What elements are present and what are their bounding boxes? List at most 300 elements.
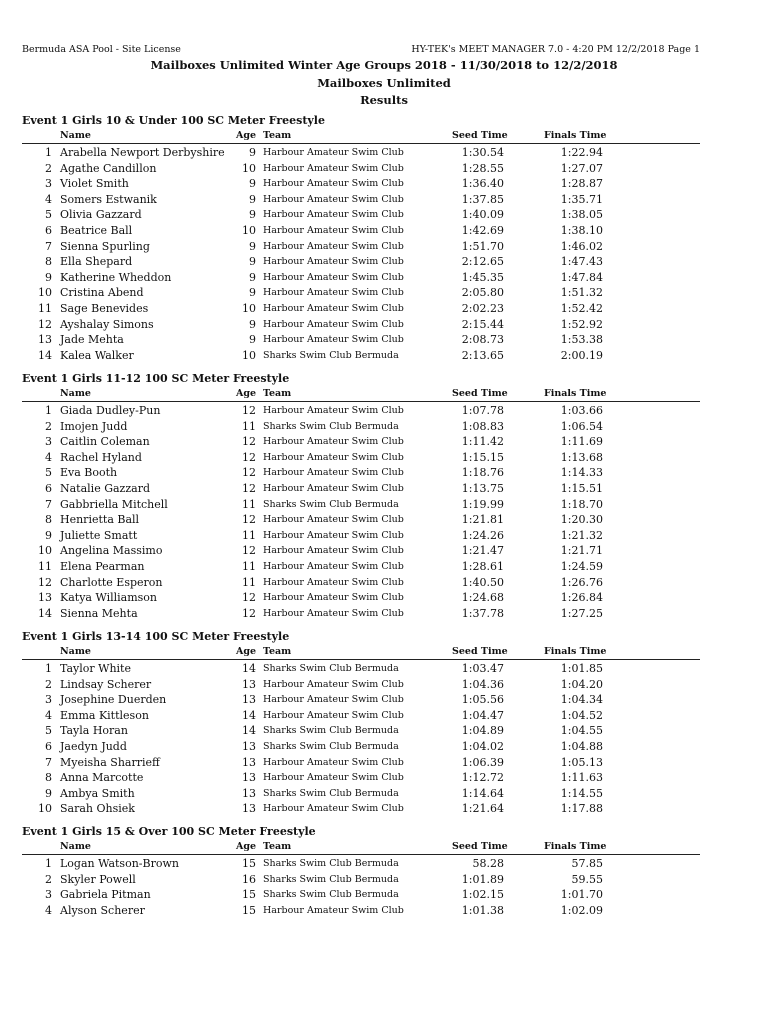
seed-time: 1:06.39 — [461, 755, 504, 769]
age: 12 — [242, 482, 256, 495]
team-name: Harbour Amateur Swim Club — [263, 178, 404, 190]
age: 15 — [242, 888, 256, 902]
finals-time: 1:04.20 — [560, 677, 603, 691]
seed-time: 1:28.61 — [461, 560, 504, 573]
team-name: Harbour Amateur Swim Club — [263, 147, 404, 158]
place: 1 — [45, 404, 52, 417]
seed-time: 1:30.54 — [461, 146, 504, 159]
place: 3 — [45, 693, 52, 707]
team-name: Sharks Swim Club Bermuda — [263, 787, 399, 799]
swimmer-name: Natalie Gazzard — [60, 482, 150, 495]
place: 2 — [45, 419, 52, 433]
team-name: Harbour Amateur Swim Club — [263, 694, 404, 706]
finals-time: 1:17.88 — [560, 802, 603, 816]
finals-time: 1:11.63 — [560, 771, 603, 785]
result-row — [22, 559, 700, 575]
age: 10 — [242, 161, 256, 175]
swimmer-name: Jaedyn Judd — [60, 740, 127, 753]
age: 16 — [242, 872, 256, 886]
swimmer-name: Myeisha Sharrieff — [60, 755, 160, 769]
finals-time: 2:00.19 — [560, 348, 603, 362]
meet-title: Mailboxes Unlimited Winter Age Groups 2018 - 11/30/2018 to 12/2/2018 — [150, 58, 618, 72]
result-row — [22, 661, 700, 677]
swimmer-name: Jade Mehta — [60, 333, 124, 347]
age: 13 — [242, 771, 256, 785]
team-name: Sharks Swim Club Bermuda — [263, 873, 399, 885]
finals-time: 59.55 — [571, 872, 603, 886]
place: 5 — [45, 208, 52, 222]
seed-time: 1:04.02 — [461, 740, 504, 753]
column-header-finals: Finals Time — [544, 130, 607, 141]
result-row — [22, 528, 700, 544]
column-header-name: Name — [60, 130, 91, 141]
finals-time: 1:47.43 — [560, 255, 603, 269]
place: 8 — [45, 771, 52, 785]
place: 7 — [45, 755, 52, 769]
seed-time: 1:42.69 — [461, 224, 504, 237]
column-header-name: Name — [60, 388, 91, 399]
seed-time: 1:07.78 — [461, 404, 504, 417]
team-name: Harbour Amateur Swim Club — [263, 904, 404, 916]
place: 10 — [38, 802, 52, 816]
finals-time: 1:15.51 — [560, 482, 603, 495]
seed-time: 1:37.85 — [461, 192, 504, 206]
team-name: Harbour Amateur Swim Club — [263, 451, 404, 463]
age: 12 — [242, 513, 256, 527]
finals-time: 1:14.33 — [560, 466, 603, 480]
finals-time: 1:51.32 — [560, 286, 603, 300]
swimmer-name: Eva Booth — [60, 466, 118, 480]
team-name: Harbour Amateur Swim Club — [263, 545, 404, 557]
seed-time: 1:04.47 — [461, 708, 504, 722]
age: 13 — [242, 802, 256, 816]
swimmer-name: Angelina Massimo — [60, 544, 163, 558]
place: 9 — [45, 528, 52, 542]
finals-time: 1:27.07 — [560, 161, 603, 175]
result-row — [22, 692, 700, 708]
finals-time: 1:03.66 — [560, 404, 603, 417]
team-name: Harbour Amateur Swim Club — [263, 576, 404, 588]
place: 6 — [45, 740, 52, 753]
swimmer-name: Ella Shepard — [60, 255, 133, 269]
age: 12 — [242, 435, 256, 449]
result-row — [22, 270, 700, 286]
result-row — [22, 708, 700, 724]
column-header — [22, 388, 700, 402]
seed-time: 1:15.15 — [461, 450, 504, 464]
swimmer-name: Violet Smith — [60, 177, 129, 191]
place: 13 — [38, 333, 52, 347]
place: 7 — [45, 497, 52, 511]
seed-time: 1:02.15 — [461, 888, 504, 902]
result-row — [22, 755, 700, 771]
event-title: Event 1 Girls 13-14 100 SC Meter Freestyle — [22, 630, 290, 643]
team-name: Sharks Swim Club Bermuda — [263, 420, 399, 432]
seed-time: 1:19.99 — [461, 497, 504, 511]
result-row — [22, 285, 700, 301]
team-name: Harbour Amateur Swim Club — [263, 209, 404, 221]
team-name: Harbour Amateur Swim Club — [263, 162, 404, 174]
age: 10 — [242, 302, 256, 315]
result-row — [22, 723, 700, 739]
team-name: Harbour Amateur Swim Club — [263, 561, 404, 572]
result-row — [22, 348, 700, 364]
age: 10 — [242, 348, 256, 362]
team-name: Sharks Swim Club Bermuda — [263, 498, 399, 510]
result-row — [22, 543, 700, 559]
place: 7 — [45, 239, 52, 253]
result-row — [22, 677, 700, 693]
result-row — [22, 161, 700, 177]
seed-time: 1:08.83 — [461, 419, 504, 433]
column-header-name: Name — [60, 841, 91, 852]
place: 9 — [45, 786, 52, 800]
finals-time: 1:35.71 — [560, 192, 603, 206]
swimmer-name: Lindsay Scherer — [60, 677, 152, 691]
seed-time: 1:36.40 — [461, 177, 504, 191]
finals-time: 57.85 — [571, 857, 603, 870]
swimmer-name: Ambya Smith — [60, 786, 135, 800]
column-header-seed: Seed Time — [452, 646, 508, 657]
team-name: Harbour Amateur Swim Club — [263, 592, 404, 604]
seed-time: 1:05.56 — [461, 693, 504, 707]
finals-time: 1:14.55 — [560, 786, 603, 800]
place: 10 — [38, 544, 52, 558]
column-header-team: Team — [263, 130, 292, 141]
seed-time: 1:24.26 — [461, 528, 504, 542]
team-name: Harbour Amateur Swim Club — [263, 756, 404, 768]
result-row — [22, 856, 700, 872]
result-row — [22, 872, 700, 888]
column-header-team: Team — [263, 646, 292, 657]
place: 4 — [45, 708, 52, 722]
place: 11 — [38, 560, 52, 573]
team-name: Harbour Amateur Swim Club — [263, 225, 404, 236]
meet-subtitle: Mailboxes Unlimited — [317, 76, 451, 90]
swimmer-name: Taylor White — [60, 662, 131, 675]
swimmer-name: Katya Williamson — [60, 591, 157, 605]
column-header-finals: Finals Time — [544, 646, 607, 657]
finals-time: 1:11.69 — [560, 435, 603, 449]
place: 3 — [45, 177, 52, 191]
finals-time: 1:21.71 — [560, 544, 603, 558]
swimmer-name: Arabella Newport Derbyshire — [60, 146, 225, 159]
column-header-age: Age — [236, 388, 257, 399]
page-header-right: HY-TEK's MEET MANAGER 7.0 - 4:20 PM 12/2/2018 Page 1 — [411, 44, 700, 55]
team-name: Harbour Amateur Swim Club — [263, 256, 404, 268]
result-row — [22, 575, 700, 591]
team-name: Harbour Amateur Swim Club — [263, 709, 404, 721]
age: 11 — [242, 528, 256, 542]
finals-time: 1:20.30 — [560, 513, 603, 527]
place: 4 — [45, 903, 52, 917]
swimmer-name: Logan Watson-Brown — [60, 857, 179, 870]
result-row — [22, 239, 700, 255]
place: 4 — [45, 192, 52, 206]
result-row — [22, 419, 700, 435]
team-name: Harbour Amateur Swim Club — [263, 193, 404, 205]
column-header-seed: Seed Time — [452, 388, 508, 399]
team-name: Harbour Amateur Swim Club — [263, 287, 404, 299]
age: 11 — [242, 419, 256, 433]
swimmer-name: Sarah Ohsiek — [60, 802, 135, 816]
swimmer-name: Emma Kittleson — [60, 708, 149, 722]
team-name: Harbour Amateur Swim Club — [263, 467, 404, 479]
age: 12 — [242, 544, 256, 558]
finals-time: 1:52.92 — [560, 317, 603, 331]
place: 6 — [45, 224, 52, 237]
swimmer-name: Alyson Scherer — [60, 903, 145, 917]
seed-time: 2:02.23 — [461, 302, 504, 315]
place: 13 — [38, 591, 52, 605]
team-name: Harbour Amateur Swim Club — [263, 483, 404, 494]
place: 10 — [38, 286, 52, 300]
seed-time: 1:04.89 — [461, 724, 504, 738]
swimmer-name: Ayshalay Simons — [60, 317, 154, 331]
team-name: Harbour Amateur Swim Club — [263, 334, 404, 346]
event-title: Event 1 Girls 10 & Under 100 SC Meter Freestyle — [22, 114, 325, 127]
place: 14 — [38, 606, 52, 620]
swimmer-name: Katherine Wheddon — [60, 270, 172, 284]
finals-time: 1:05.13 — [560, 755, 603, 769]
page-header-left: Bermuda ASA Pool - Site License — [22, 44, 181, 55]
team-name: Harbour Amateur Swim Club — [263, 772, 404, 784]
team-name: Harbour Amateur Swim Club — [263, 318, 404, 330]
age: 9 — [249, 177, 256, 191]
place: 2 — [45, 872, 52, 886]
finals-time: 1:27.25 — [560, 606, 603, 620]
seed-time: 1:01.89 — [461, 872, 504, 886]
column-header-name: Name — [60, 646, 91, 657]
age: 12 — [242, 450, 256, 464]
finals-time: 1:13.68 — [560, 450, 603, 464]
place: 9 — [45, 270, 52, 284]
swimmer-name: Juliette Smatt — [60, 528, 138, 542]
team-name: Sharks Swim Club Bermuda — [263, 663, 399, 674]
finals-time: 1:02.09 — [560, 903, 603, 917]
finals-time: 1:06.54 — [560, 419, 603, 433]
finals-time: 1:21.32 — [560, 528, 603, 542]
age: 13 — [242, 677, 256, 691]
result-row — [22, 207, 700, 223]
swimmer-name: Somers Estwanik — [60, 192, 157, 206]
finals-time: 1:04.88 — [560, 740, 603, 753]
swimmer-name: Sage Benevides — [60, 302, 149, 315]
place: 12 — [38, 317, 52, 331]
swimmer-name: Sienna Spurling — [60, 239, 150, 253]
finals-time: 1:26.76 — [560, 575, 603, 589]
result-row — [22, 512, 700, 528]
result-row — [22, 317, 700, 333]
age: 12 — [242, 591, 256, 605]
place: 4 — [45, 450, 52, 464]
seed-time: 1:14.64 — [461, 786, 504, 800]
result-row — [22, 887, 700, 903]
team-name: Harbour Amateur Swim Club — [263, 405, 404, 416]
result-row — [22, 903, 700, 919]
seed-time: 1:11.42 — [461, 435, 504, 449]
swimmer-name: Caitlin Coleman — [60, 435, 150, 449]
age: 9 — [249, 208, 256, 222]
team-name: Harbour Amateur Swim Club — [263, 436, 404, 448]
place: 5 — [45, 724, 52, 738]
seed-time: 1:21.47 — [461, 544, 504, 558]
age: 15 — [242, 857, 256, 870]
team-name: Sharks Swim Club Bermuda — [263, 858, 399, 869]
age: 9 — [249, 286, 256, 300]
place: 11 — [38, 302, 52, 315]
place: 14 — [38, 348, 52, 362]
team-name: Harbour Amateur Swim Club — [263, 678, 404, 690]
column-header-finals: Finals Time — [544, 388, 607, 399]
team-name: Harbour Amateur Swim Club — [263, 240, 404, 252]
result-row — [22, 223, 700, 239]
finals-time: 1:28.87 — [560, 177, 603, 191]
team-name: Sharks Swim Club Bermuda — [263, 725, 399, 737]
team-name: Harbour Amateur Swim Club — [263, 529, 404, 541]
age: 9 — [249, 333, 256, 347]
finals-time: 1:04.34 — [560, 693, 603, 707]
place: 8 — [45, 513, 52, 527]
age: 9 — [249, 317, 256, 331]
place: 3 — [45, 435, 52, 449]
swimmer-name: Sienna Mehta — [60, 606, 138, 620]
seed-time: 1:01.38 — [461, 903, 504, 917]
place: 6 — [45, 482, 52, 495]
result-row — [22, 497, 700, 513]
finals-time: 1:04.52 — [560, 708, 603, 722]
swimmer-name: Agathe Candillon — [60, 161, 157, 175]
seed-time: 1:45.35 — [461, 270, 504, 284]
age: 14 — [242, 724, 256, 738]
seed-time: 2:08.73 — [461, 333, 504, 347]
finals-time: 1:38.10 — [560, 224, 603, 237]
finals-time: 1:04.55 — [560, 724, 603, 738]
age: 12 — [242, 404, 256, 417]
finals-time: 1:24.59 — [560, 560, 603, 573]
swimmer-name: Kalea Walker — [60, 348, 134, 362]
result-row — [22, 606, 700, 622]
column-header-finals: Finals Time — [544, 841, 607, 852]
swimmer-name: Giada Dudley-Pun — [60, 404, 161, 417]
age: 13 — [242, 786, 256, 800]
age: 9 — [249, 270, 256, 284]
age: 13 — [242, 740, 256, 753]
seed-time: 2:12.65 — [461, 255, 504, 269]
swimmer-name: Skyler Powell — [60, 872, 136, 886]
seed-time: 58.28 — [472, 857, 504, 870]
swimmer-name: Henrietta Ball — [60, 513, 140, 527]
swimmer-name: Rachel Hyland — [60, 450, 142, 464]
place: 1 — [45, 662, 52, 675]
seed-time: 1:40.09 — [461, 208, 504, 222]
team-name: Sharks Swim Club Bermuda — [263, 349, 399, 361]
column-header-team: Team — [263, 388, 292, 399]
result-row — [22, 450, 700, 466]
result-row — [22, 770, 700, 786]
swimmer-name: Anna Marcotte — [60, 771, 144, 785]
result-row — [22, 301, 700, 317]
age: 9 — [249, 239, 256, 253]
finals-time: 1:53.38 — [560, 333, 603, 347]
seed-time: 1:51.70 — [461, 239, 504, 253]
finals-time: 1:01.70 — [560, 888, 603, 902]
age: 11 — [242, 575, 256, 589]
result-row — [22, 332, 700, 348]
seed-time: 1:40.50 — [461, 575, 504, 589]
result-row — [22, 145, 700, 161]
seed-time: 1:13.75 — [461, 482, 504, 495]
place: 12 — [38, 575, 52, 589]
team-name: Harbour Amateur Swim Club — [263, 803, 404, 815]
swimmer-name: Cristina Abend — [60, 286, 144, 300]
finals-time: 1:18.70 — [560, 497, 603, 511]
seed-time: 1:04.36 — [461, 677, 504, 691]
seed-time: 1:21.81 — [461, 513, 504, 527]
result-row — [22, 434, 700, 450]
age: 12 — [242, 466, 256, 480]
result-row — [22, 465, 700, 481]
place: 1 — [45, 857, 52, 870]
seed-time: 1:18.76 — [461, 466, 504, 480]
age: 9 — [249, 255, 256, 269]
column-header-team: Team — [263, 841, 292, 852]
seed-time: 2:13.65 — [461, 348, 504, 362]
age: 11 — [242, 560, 256, 573]
swimmer-name: Beatrice Ball — [60, 224, 133, 237]
finals-time: 1:38.05 — [560, 208, 603, 222]
seed-time: 1:03.47 — [461, 662, 504, 675]
swimmer-name: Olivia Gazzard — [60, 208, 142, 222]
result-row — [22, 403, 700, 419]
column-header — [22, 646, 700, 660]
place: 2 — [45, 677, 52, 691]
place: 5 — [45, 466, 52, 480]
seed-time: 1:28.55 — [461, 161, 504, 175]
swimmer-name: Elena Pearman — [60, 560, 145, 573]
age: 14 — [242, 708, 256, 722]
team-name: Sharks Swim Club Bermuda — [263, 741, 399, 752]
result-row — [22, 739, 700, 755]
team-name: Harbour Amateur Swim Club — [263, 271, 404, 283]
place: 3 — [45, 888, 52, 902]
age: 13 — [242, 755, 256, 769]
result-row — [22, 192, 700, 208]
seed-time: 2:15.44 — [461, 317, 504, 331]
result-row — [22, 176, 700, 192]
swimmer-name: Gabriela Pitman — [60, 888, 151, 902]
swimmer-name: Tayla Horan — [60, 724, 128, 738]
result-row — [22, 481, 700, 497]
age: 14 — [242, 662, 256, 675]
place: 8 — [45, 255, 52, 269]
finals-time: 1:22.94 — [560, 146, 603, 159]
result-row — [22, 590, 700, 606]
event-title: Event 1 Girls 15 & Over 100 SC Meter Freestyle — [22, 825, 316, 838]
swimmer-name: Imojen Judd — [60, 419, 128, 433]
event-title: Event 1 Girls 11-12 100 SC Meter Freestyle — [22, 372, 290, 385]
column-header-age: Age — [236, 646, 257, 657]
age: 15 — [242, 903, 256, 917]
seed-time: 1:37.78 — [461, 606, 504, 620]
team-name: Harbour Amateur Swim Club — [263, 303, 404, 314]
finals-time: 1:26.84 — [560, 591, 603, 605]
place: 1 — [45, 146, 52, 159]
result-row — [22, 786, 700, 802]
result-row — [22, 801, 700, 817]
column-header — [22, 841, 700, 855]
column-header-age: Age — [236, 130, 257, 141]
